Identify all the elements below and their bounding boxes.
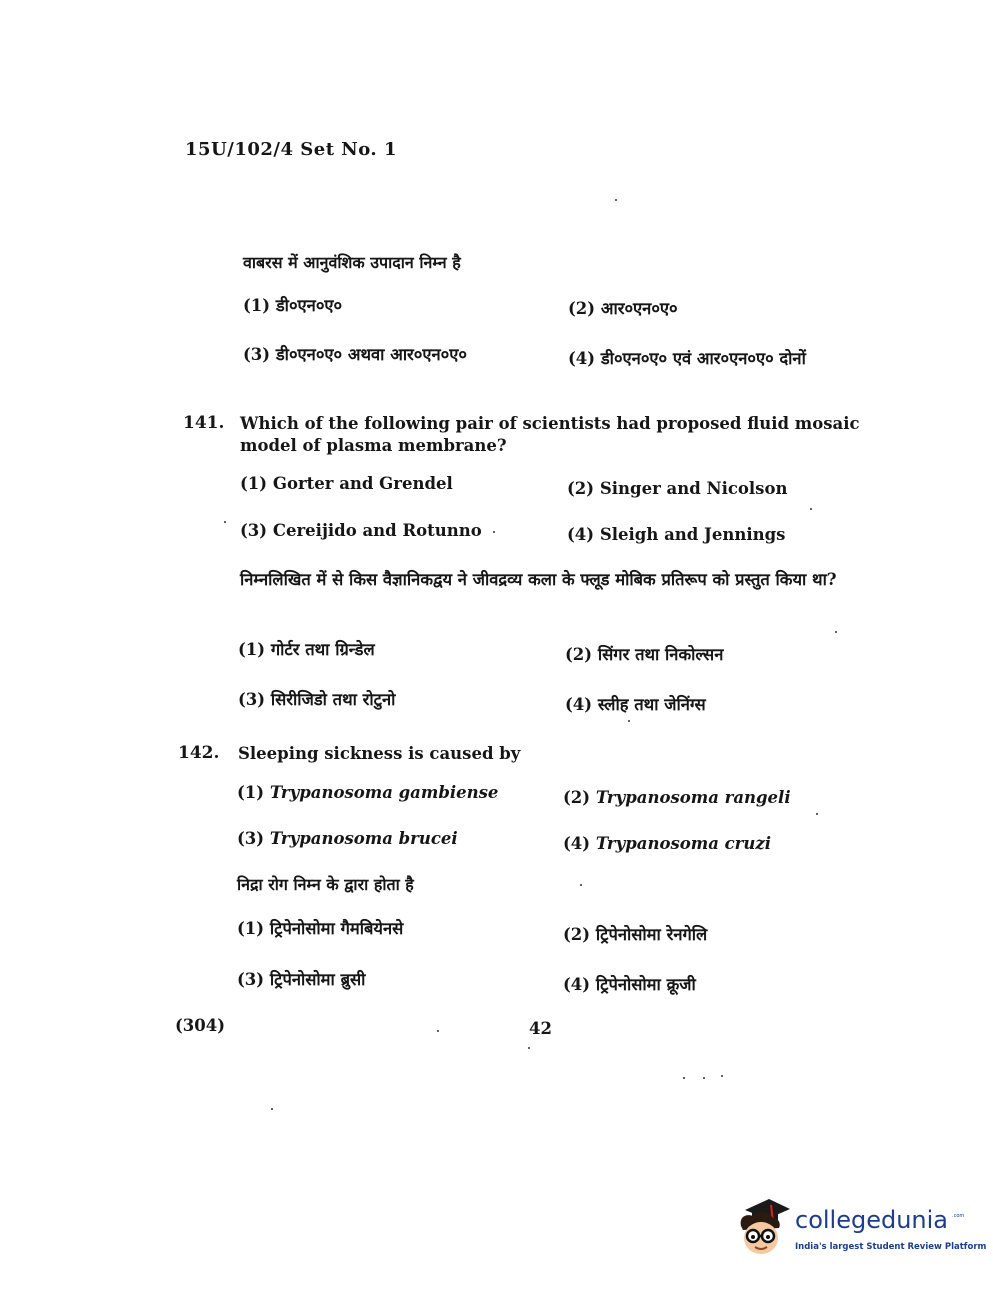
option-number: (4): [568, 349, 596, 368]
option-text: Trypanosoma brucei: [269, 829, 458, 848]
scan-speck: [683, 1077, 685, 1079]
q142-option-2: [563, 788, 791, 807]
option-number: (3): [238, 690, 266, 709]
option-number: (2): [567, 479, 595, 498]
option-text: Trypanosoma cruzi: [595, 834, 772, 853]
scan-speck: [628, 720, 630, 722]
option-number: (4): [563, 834, 591, 853]
option-number: (3): [240, 521, 268, 540]
option-text: Sleigh and Jennings: [599, 525, 786, 544]
option-text: डी०एन०ए०: [275, 296, 343, 315]
option-text: Cereijido and Rotunno: [272, 521, 482, 540]
q140-hindi-option-4: [568, 346, 806, 369]
scan-speck: [615, 199, 617, 201]
scan-speck: [810, 508, 812, 510]
q141-question: Which of the following pair of scientists had proposed fluid mosaic model of plasma membrane?: [240, 414, 860, 455]
option-number: (1): [237, 783, 265, 802]
scan-speck: [721, 1075, 723, 1077]
q141-hindi-option-2: [565, 642, 723, 665]
collegedunia-logo[interactable]: [735, 1196, 987, 1262]
q142-hindi-option-1: [237, 916, 403, 939]
option-text: स्लीह तथा जेनिंग्स: [597, 695, 706, 714]
option-text: ट्रिपेनोसोमा ब्रुसी: [269, 970, 366, 989]
page-number: 42: [529, 1019, 552, 1038]
q142-question: Sleeping sickness is caused by: [238, 744, 521, 763]
q141-number: 141.: [183, 413, 225, 433]
q140-hindi-option-3: [243, 342, 467, 365]
scan-speck: [437, 1030, 439, 1032]
logo-brand-text: collegedunia: [795, 1206, 949, 1234]
q142-hindi-option-4: [563, 972, 696, 995]
option-number: (1): [237, 919, 265, 938]
student-mascot-icon: [735, 1196, 793, 1262]
q141-option-4: [567, 525, 785, 544]
option-number: (3): [237, 970, 265, 989]
option-text: ट्रिपेनोसोमा रेनगेलि: [595, 925, 708, 944]
q141-hindi-question: निम्नलिखित में से किस वैज्ञानिकद्वय ने जीवद्रव्य कला के फ्लूड मोबिक प्रतिरूप को प्रस्तुत किया था?: [240, 570, 837, 589]
scan-speck: [528, 1047, 530, 1049]
option-text: Gorter and Grendel: [272, 474, 453, 493]
q140-hindi-option-1: [243, 293, 342, 316]
scan-speck: [493, 531, 495, 533]
q142-hindi-option-3: [237, 967, 365, 990]
q140-hindi-question: वाबरस में आनुवंशिक उपादान निम्न है: [243, 253, 461, 272]
scan-speck: [816, 813, 818, 815]
logo-tagline: India's largest Student Review Platform: [795, 1242, 987, 1252]
option-number: (4): [565, 695, 593, 714]
option-text: आर०एन०ए०: [600, 299, 678, 318]
q141-hindi-option-4: [565, 692, 706, 715]
option-number: (2): [568, 299, 596, 318]
scan-speck: [580, 884, 582, 886]
option-number: (3): [237, 829, 265, 848]
option-text: सिंगर तथा निकोल्सन: [597, 645, 724, 664]
option-text: Trypanosoma gambiense: [269, 783, 499, 802]
scan-speck: [271, 1108, 273, 1110]
option-number: (4): [567, 525, 595, 544]
option-text: गोर्टर तथा ग्रिन्डेल: [270, 640, 375, 659]
q141-option-1: [240, 474, 453, 493]
paper-code-header: 15U/102/4 Set No. 1: [185, 139, 397, 160]
option-text: ट्रिपेनोसोमा गैमबियेनसे: [269, 919, 404, 938]
q142-number: 142.: [178, 743, 220, 763]
q140-hindi-option-2: [568, 296, 678, 319]
option-text: सिरीजिडो तथा रोटुनो: [270, 690, 396, 709]
option-text: Trypanosoma rangeli: [595, 788, 791, 807]
option-text: डी०एन०ए० अथवा आर०एन०ए०: [275, 345, 467, 364]
q142-hindi-question: निद्रा रोग निम्न के द्वारा होता है: [237, 875, 414, 894]
q142-hindi-option-2: [563, 922, 707, 945]
option-number: (1): [243, 296, 271, 315]
q142-option-3: [237, 829, 458, 848]
option-number: (2): [563, 925, 591, 944]
q141-option-2: [567, 479, 787, 498]
option-number: (3): [243, 345, 271, 364]
option-number: (2): [563, 788, 591, 807]
option-text: ट्रिपेनोसोमा क्रूजी: [595, 975, 696, 994]
scan-speck: [703, 1077, 705, 1079]
q142-option-4: [563, 834, 771, 853]
q142-option-1: [237, 783, 498, 802]
q141-hindi-option-1: [238, 637, 375, 660]
scan-speck: [835, 631, 837, 633]
option-text: डी०एन०ए० एवं आर०एन०ए० दोनों: [600, 349, 806, 368]
option-number: (1): [238, 640, 266, 659]
option-text: Singer and Nicolson: [599, 479, 788, 498]
option-number: (4): [563, 975, 591, 994]
q141-hindi-option-3: [238, 687, 395, 710]
option-number: (1): [240, 474, 268, 493]
q141-option-3: [240, 521, 482, 540]
logo-tld: .com: [952, 1213, 965, 1219]
option-number: (2): [565, 645, 593, 664]
scan-speck: [224, 521, 226, 523]
footer-code: (304): [175, 1016, 226, 1035]
